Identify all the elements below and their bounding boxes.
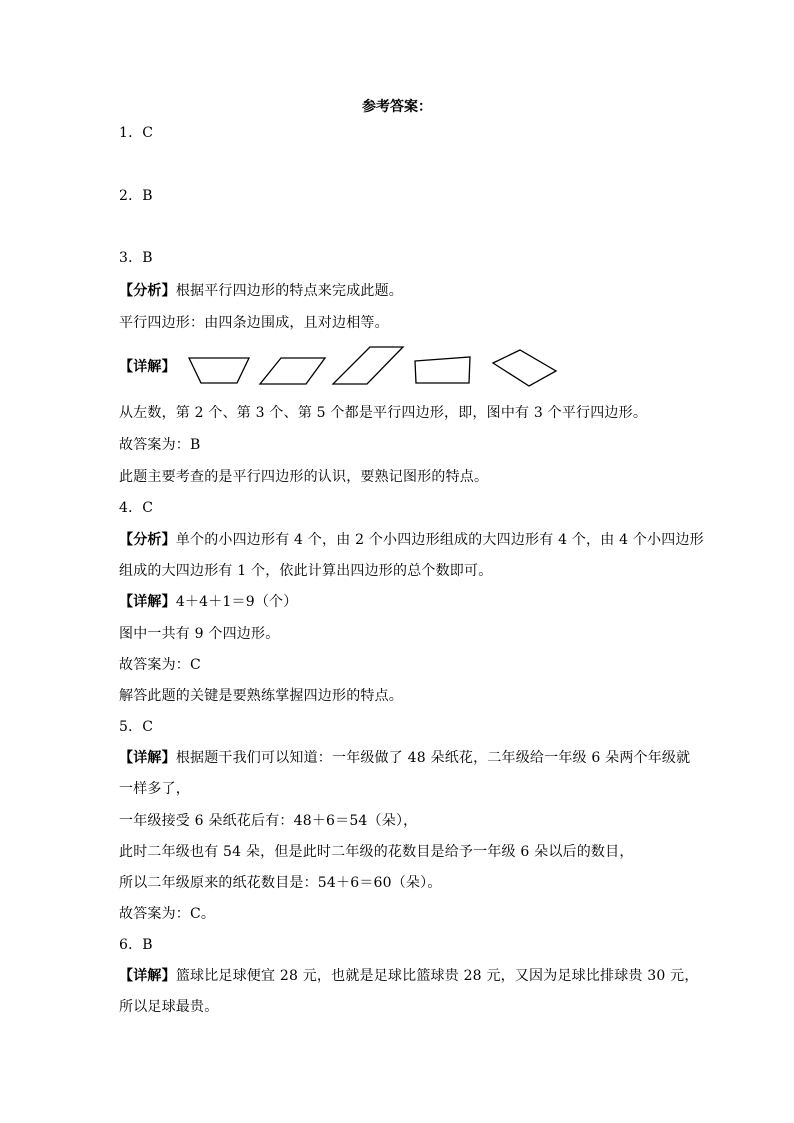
q5-line1: 一年级接受 6 朵纸花后有：48＋6＝54（朵），: [119, 813, 418, 829]
trapezoid-shape: [189, 358, 249, 383]
quadrilateral-figure: [185, 344, 565, 392]
q5-detail-line2: 一样多了，: [119, 781, 190, 797]
detail-text: 4＋4＋1＝9（个）: [175, 594, 298, 610]
q5-line3: 所以二年级原来的纸花数目是：54＋6＝60（朵）。: [119, 875, 442, 891]
q3-analysis: [119, 282, 403, 300]
analysis-tag: 【分析】: [119, 532, 176, 548]
q2-answer: 2．B: [119, 188, 153, 204]
q5-line2: 此时二年级也有 54 朵，但是此时二年级的花数目是给予一年级 6 朵以后的数目，: [119, 844, 634, 860]
q4-conclusion: 故答案为：C: [119, 657, 201, 673]
q6-detail-line1: [119, 967, 699, 985]
q4-analysis-line1: [119, 531, 704, 549]
q3-conclusion: 故答案为：B: [119, 437, 201, 453]
analysis-tag: 【分析】: [119, 283, 176, 299]
detail-tag: 【详解】: [119, 594, 176, 610]
q4-answer: 4．C: [119, 500, 154, 516]
detail-text: 篮球比足球便宜 28 元，也就是足球比篮球贵 28 元，又因为足球比排球贵 30 元，: [175, 968, 699, 984]
irregular-quadrilateral-shape: [415, 357, 470, 383]
detail-tag: 【详解】: [119, 359, 176, 375]
q4-detail: [119, 593, 297, 611]
q5-detail-line1: [119, 749, 690, 767]
page-title: 参考答案：: [362, 99, 432, 115]
q4-analysis-line2: 组成的大四边形有 1 个，依此计算出四边形的总个数即可。: [119, 563, 493, 579]
q4-note: 解答此题的关键是要熟练掌握四边形的特点。: [119, 688, 403, 704]
q5-answer: 5．C: [119, 719, 154, 735]
analysis-text: 根据平行四边形的特点来完成此题。: [175, 283, 404, 299]
q1-answer: 1．C: [119, 125, 154, 141]
parallelogram-shape: [260, 358, 325, 384]
q6-answer: 6．B: [119, 937, 153, 953]
q4-detail-line1: 图中一共有 9 个四边形。: [119, 626, 280, 642]
q3-detail-tag: [119, 358, 176, 376]
detail-tag: 【详解】: [119, 968, 176, 984]
q3-definition: 平行四边形：由四条边围成，且对边相等。: [119, 315, 389, 331]
slanted-parallelogram-shape: [333, 347, 403, 384]
analysis-text: 单个的小四边形有 4 个，由 2 个小四边形组成的大四边形有 4 个，由 4 个小四边形: [175, 532, 704, 548]
detail-text: 根据题干我们可以知道：一年级做了 48 朵纸花，二年级给一年级 6 朵两个年级就: [175, 750, 691, 766]
q3-note: 此题主要考查的是平行四边形的认识，要熟记图形的特点。: [119, 469, 489, 485]
q6-detail-line2: 所以足球最贵。: [119, 999, 219, 1015]
q3-detail-line1: 从左数，第 2 个、第 3 个、第 5 个都是平行四边形，即，图中有 3 个平行四边形。: [119, 405, 648, 421]
q5-conclusion: 故答案为：C。: [119, 906, 216, 922]
q3-answer: 3．B: [119, 250, 153, 266]
detail-tag: 【详解】: [119, 750, 176, 766]
rhombus-shape: [493, 350, 556, 386]
